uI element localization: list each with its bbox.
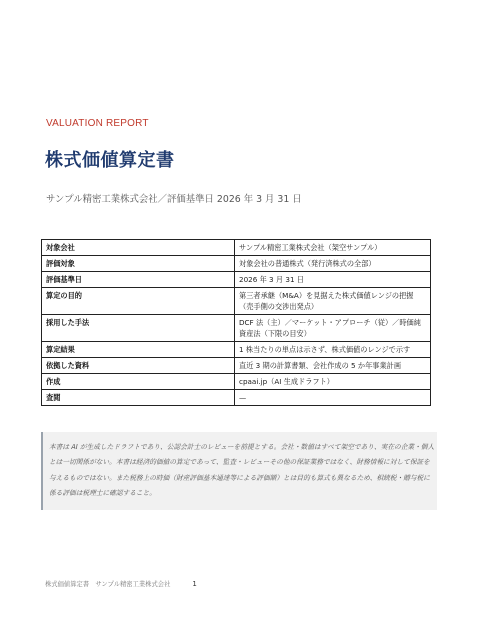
page-title: 株式価値算定書 xyxy=(45,150,175,171)
row-key: 依拠した資料 xyxy=(42,358,235,374)
page-number: 1 xyxy=(192,580,197,588)
row-value: cpaai.jp（AI 生成ドラフト） xyxy=(235,374,431,390)
report-label: VALUATION REPORT xyxy=(46,118,149,129)
row-key: 査閲 xyxy=(42,390,235,406)
disclaimer-notice: 本書は AI が生成したドラフトであり、公認会計士のレビューを前提とする。会社・数値はすべて架空であり、実在の企業・個人とは一切関係がない。本書は経済的価値の算定であって、監査・レビューその他の保証業務ではなく、財務情報に対して保証を与えるものではない。また税務上の時価（財産評価基本通達等による評価額）とは目的も算式も異なるため、相続税・贈与税に係る評価は税理士に確認すること。 xyxy=(41,432,437,510)
row-value: 第三者承継（M&A）を見据えた株式価値レンジの把握（売手側の交渉出発点） xyxy=(235,288,431,315)
table-row xyxy=(42,240,431,256)
table-row xyxy=(42,315,431,342)
table-row xyxy=(42,272,431,288)
table-row xyxy=(42,358,431,374)
row-key: 評価基準日 xyxy=(42,272,235,288)
row-value: 対象会社の普通株式（発行済株式の全部） xyxy=(235,256,431,272)
row-value: 2026 年 3 月 31 日 xyxy=(235,272,431,288)
table-row xyxy=(42,288,431,315)
row-value: サンプル精密工業株式会社（架空サンプル） xyxy=(235,240,431,256)
footer-text: 株式価値算定書 サンプル精密工業株式会社 xyxy=(45,581,171,588)
page-subtitle: サンプル精密工業株式会社／評価基準日 2026 年 3 月 31 日 xyxy=(46,194,302,205)
row-key: 対象会社 xyxy=(42,240,235,256)
row-key: 算定結果 xyxy=(42,342,235,358)
row-key: 採用した手法 xyxy=(42,315,235,342)
page-footer xyxy=(45,579,197,588)
row-key: 評価対象 xyxy=(42,256,235,272)
table-row xyxy=(42,390,431,406)
summary-table xyxy=(41,239,431,406)
table-row xyxy=(42,342,431,358)
row-value: 直近 3 期の計算書類、会社作成の 5 か年事業計画 xyxy=(235,358,431,374)
table-row xyxy=(42,256,431,272)
row-value: 1 株当たりの単点は示さず、株式価値のレンジで示す xyxy=(235,342,431,358)
table-row xyxy=(42,374,431,390)
row-value: DCF 法（主）／マーケット・アプローチ（従）／時価純資産法（下限の目安） xyxy=(235,315,431,342)
row-key: 作成 xyxy=(42,374,235,390)
row-value: — xyxy=(235,390,431,406)
row-key: 算定の目的 xyxy=(42,288,235,315)
